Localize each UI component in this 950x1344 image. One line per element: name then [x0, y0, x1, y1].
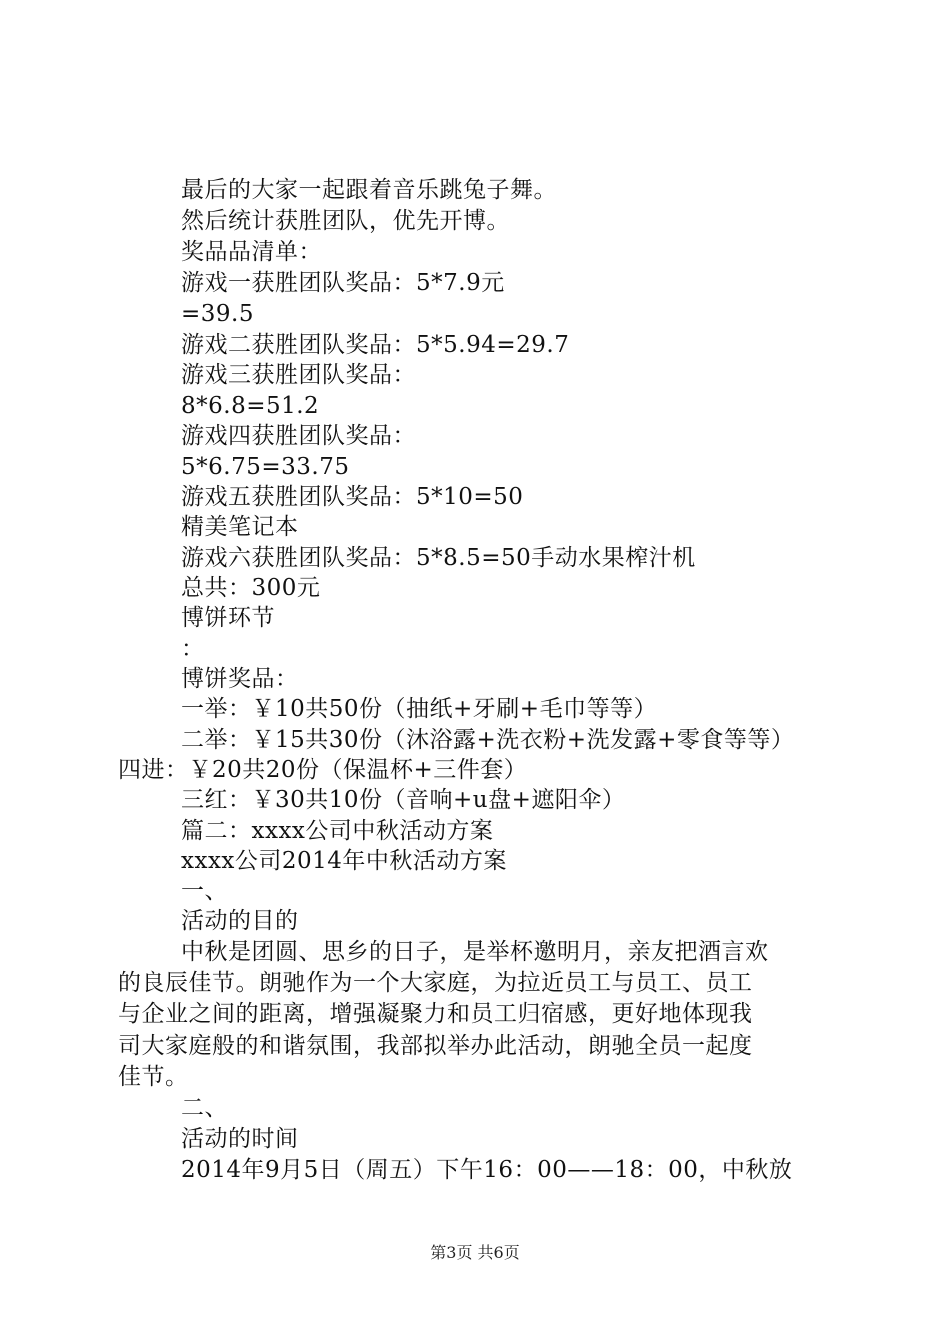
text-line: ： [181, 636, 205, 662]
paragraph-line: 司大家庭般的和谐氛围，我部拟举办此活动，朗驰全员一起度 [118, 1033, 753, 1059]
text-line: 游戏六获胜团队奖品：5*8.5=50手动水果榨汁机 [181, 545, 696, 571]
section-heading: 活动的目的 [181, 908, 299, 934]
text-line: xxxx公司2014年中秋活动方案 [181, 848, 507, 874]
text-line: 游戏三获胜团队奖品： [181, 362, 416, 388]
paragraph-line: 的良辰佳节。朗驰作为一个大家庭，为拉近员工与员工、员工 [118, 970, 753, 996]
text-line: 三红：￥30共10份（音响+u盘+遮阳伞） [181, 787, 626, 813]
text-line: 然后统计获胜团队，优先开博。 [181, 208, 510, 234]
text-line: 一举：￥10共50份（抽纸+牙刷+毛巾等等） [181, 696, 658, 722]
text-line: 最后的大家一起跟着音乐跳兔子舞。 [181, 177, 557, 203]
section-number: 一、 [181, 878, 228, 904]
text-line: 游戏二获胜团队奖品：5*5.94=29.7 [181, 332, 570, 358]
text-line: 篇二：xxxx公司中秋活动方案 [181, 818, 494, 844]
page-number-footer: 第3页 共6页 [430, 1243, 520, 1262]
text-line: 奖品品清单： [181, 239, 322, 265]
text-line: 博饼环节 [181, 605, 275, 631]
text-line: 5*6.75=33.75 [181, 454, 350, 480]
section-number: 二、 [181, 1095, 228, 1121]
text-line: 游戏四获胜团队奖品： [181, 423, 416, 449]
text-line: 精美笔记本 [181, 514, 299, 540]
text-line: 游戏五获胜团队奖品：5*10=50 [181, 484, 524, 510]
text-line: 二举：￥15共30份（沐浴露+洗衣粉+洗发露+零食等等） [181, 727, 795, 753]
text-line: =39.5 [181, 301, 254, 327]
text-line: 总共：300元 [181, 575, 321, 601]
paragraph-line: 2014年9月5日（周五）下午16：00——18：00，中秋放 [181, 1157, 793, 1183]
section-heading: 活动的时间 [181, 1126, 299, 1152]
text-line: 四进：￥20共20份（保温杯+三件套） [118, 757, 528, 783]
text-line: 博饼奖品： [181, 666, 299, 692]
paragraph-line: 与企业之间的距离，增强凝聚力和员工归宿感，更好地体现我 [118, 1001, 753, 1027]
text-line: 游戏一获胜团队奖品：5*7.9元 [181, 270, 505, 296]
paragraph-line: 佳节。 [118, 1064, 189, 1090]
paragraph-line: 中秋是团圆、思乡的日子，是举杯邀明月，亲友把酒言欢 [181, 939, 769, 965]
text-line: 8*6.8=51.2 [181, 393, 320, 419]
